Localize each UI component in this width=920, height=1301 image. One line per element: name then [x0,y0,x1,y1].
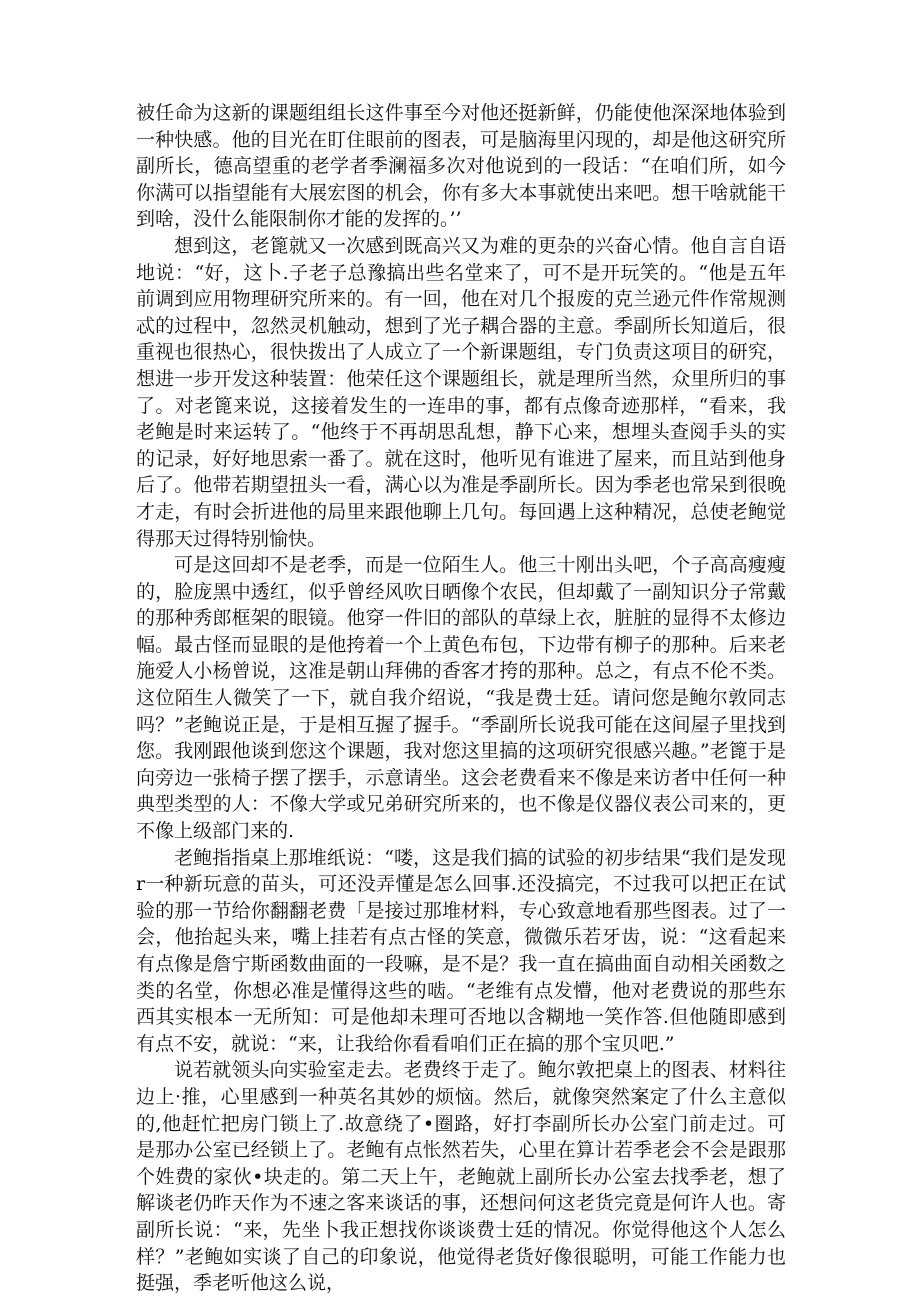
document-page [136,100,786,1297]
paragraph: 被任命为这新的课题组组长这件事至今对他还挺新鲜，仍能使他深深地体验到一种快感。他的目光在盯住眼前的图表，可是脑海里闪现的，却是他这研究所副所长，德高望重的老学者季澜福多次对他说到的一段话：“在咱们所，如今你满可以指望能有大展宏图的机会，你有多大本事就使出来吧。想干啥就能干到啥，没什么能限制你才能的发挥的。’’ [136,102,786,231]
paragraph: 说若就领头向实验室走去。老费终于走了。鲍尔敦把桌上的图表、材料往边上·推，心里感到一种英名其妙的烦恼。然后，就像突然案定了什么主意似的,他赶忙把房门锁上了.故意绕了•圈路，好打李副所长办公室门前走过。可是那办公室已经锁上了。老鲍有点怅然若失，心里在算计若季老会不会是跟那个姓费的家伙•块走的。第二天上午，老鲍就上副所长办公室去找季老，想了解谈老仍昨天作为不速之客来谈话的事，还想问何这老货完竟是何许人也。寄副所长说：“来，先坐卜我正想找你谈谈费士廷的情况。你觉得他这个人怎么样？”老鲍如实谈了自己的印象说，他觉得老货好像很聪明，可能工作能力也挺强，季老听他这么说， [136,1059,786,1295]
paragraph: 可是这回却不是老季，而是一位陌生人。他三十刚出头吧，个子高高瘦瘦的，脸庞黑中透红，似乎曾经风吹日晒像个农民，但却戴了一副知识分子常戴的那种秀郎框架的眼镜。他穿一件旧的部队的草绿上衣，脏脏的显得不太修边幅。最古怪而显眼的是他挎着一个上黄色布包，下边带有柳子的那种。后来老施爱人小杨曾说，这准是朝山拜佛的香客才挎的那种。总之，有点不伦不类。这位陌生人微笑了一下，就自我介绍说，“我是费士廷。请问您是鲍尔敦同志吗？”老鲍说正是，于是相互握了握手。“季副所长说我可能在这间屋子里找到您。我刚跟他谈到您这个课题，我对您这里搞的这项研究很感兴趣。”老篦于是向旁边一张椅子摆了摆手，示意请坐。这会老费看来不像是来访者中任何一种典型类型的人：不像大学或兄弟研究所来的，也不像是仪器仪表公司来的，更不像上级部门来的. [136,554,786,843]
paragraph: 老鲍指指桌上那堆纸说：“喽，这是我们搞的试验的初步结果“我们是发现r一种新玩意的苗头，可还没弄懂是怎么回事.还没搞完，不过我可以把正在试验的那一节给你翻翻老费「是接过那堆材料，专心致意地看那些图表。过了一会，他抬起头来，嘴上挂若有点古怪的笑意，微微乐若牙齿，说：“这看起来有点像是詹宁斯函数曲面的一段嘛，是不是？我一直在搞曲面自动相关函数之类的名堂，你想必准是懂得这些的啮。“老维有点发懵，他对老费说的那些东西其实根本一无所知：可是他却未理可否地以含糊地一笑作答.但他随即感到有点不安，就说：“来，让我给你看看咱们正在搞的那个宝贝吧.” [136,846,786,1055]
paragraph: 想到这，老篦就又一次感到既高兴又为难的更杂的兴奋心情。他自言自语地说：“好，这卜.子老子总豫搞出些名堂来了，可不是开玩笑的。“他是五年前调到应用物理研究所来的。有一回，他在对几个报废的克兰逊元件作常规测忒的过程中，忽然灵机触动，想到了光子耦合器的主意。季副所长知道后，很重视也很热心，很快拨出了人成立了一个新课题组，专门负责这项目的研究，想进一步开发这种装置：他荣任这个课题组长，就是理所当然，众里所归的事了。对老篦来说，这接着发生的一连串的事，都有点像奇迹那样，“看来，我老鲍是时来运转了。“他终于不再胡思乱想，静下心来，想埋头查阅手头的实的记录，好好地思索一番了。就在这时，他听见有谁进了屋来，而且站到他身后了。他带若期望扭头一看，满心以为准是季副所长。因为季老也常呆到很晚才走，有时会折进他的局里来跟他聊上几句。每回遇上这种精况，总使老鲍觉得那天过得特别愉快。 [136,234,786,550]
